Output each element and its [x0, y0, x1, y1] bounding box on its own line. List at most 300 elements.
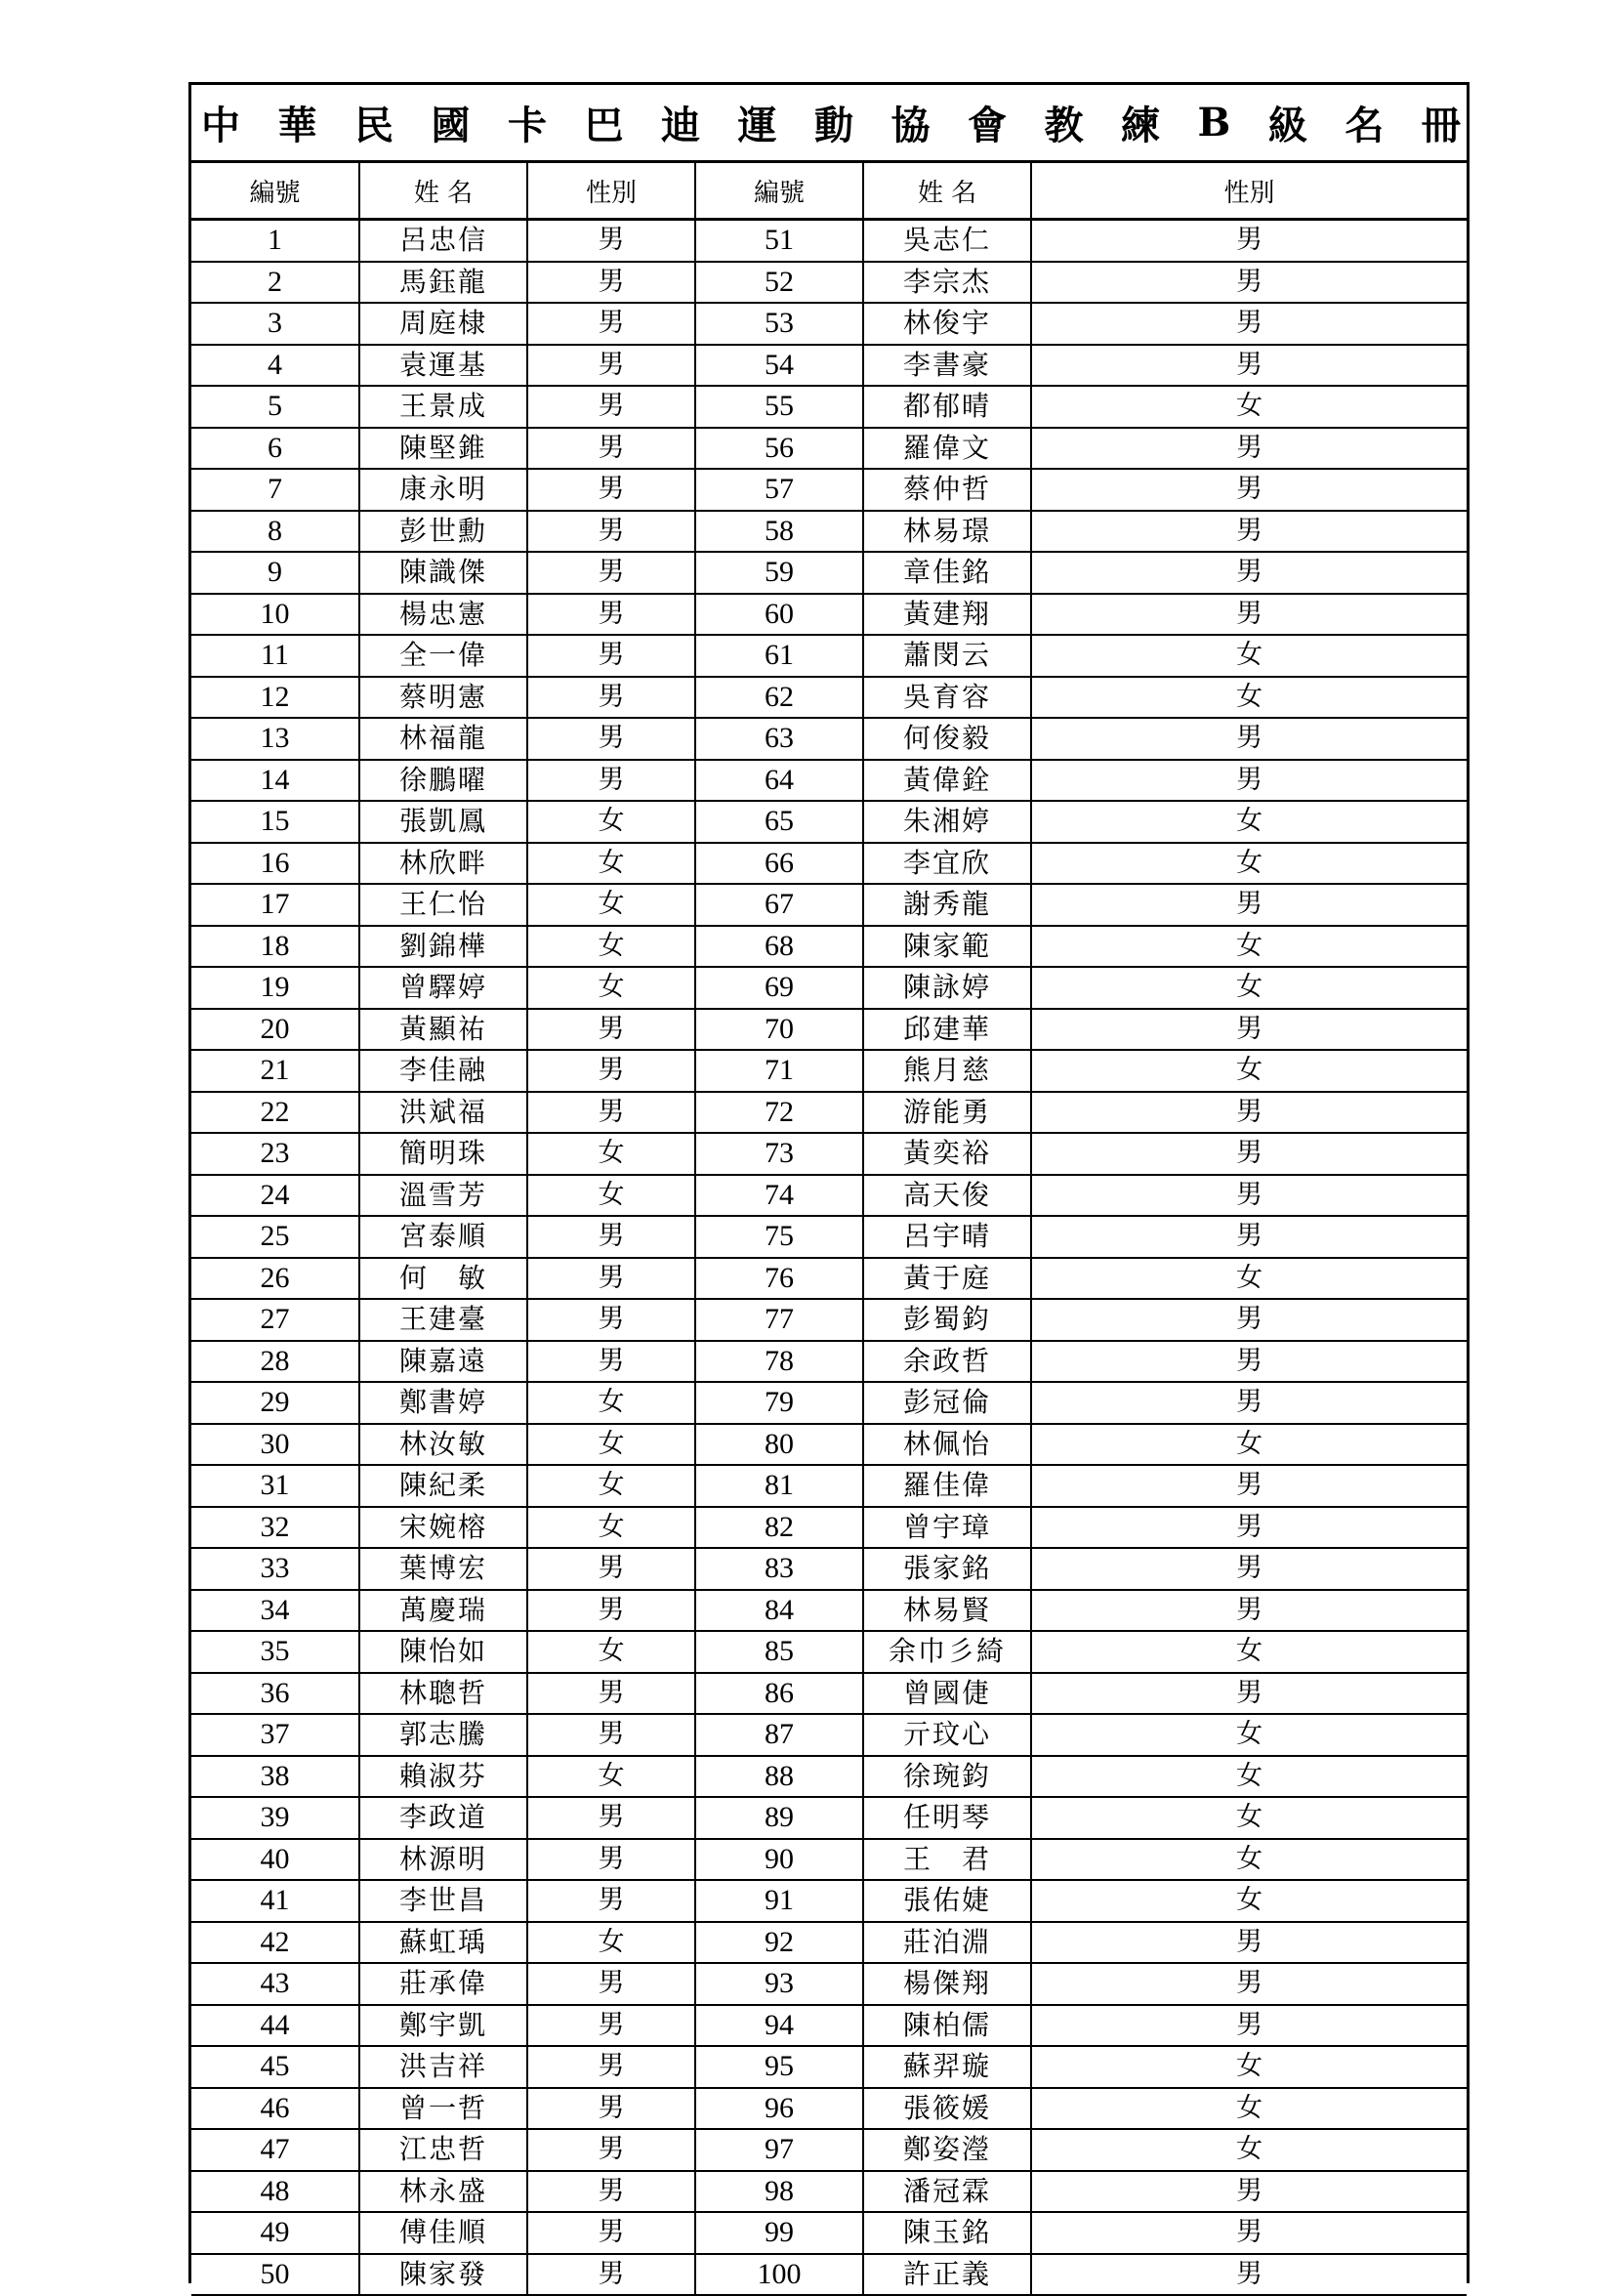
- number-cell: 35: [191, 1631, 359, 1673]
- number-cell: 26: [191, 1258, 359, 1300]
- table-row: [191, 1216, 1467, 1258]
- number-cell: 48: [191, 2171, 359, 2213]
- name-cell: 熊月慈: [863, 1050, 1031, 1092]
- name-cell: 楊傑翔: [863, 1963, 1031, 2005]
- name-cell: 陳嘉遠: [359, 1341, 527, 1383]
- gender-cell: 男: [527, 1880, 695, 1922]
- gender-cell: 男: [1031, 220, 1467, 262]
- gender-cell: 男: [1031, 2254, 1467, 2296]
- name-cell: 周庭棣: [359, 303, 527, 345]
- name-cell: 謝秀龍: [863, 884, 1031, 926]
- number-cell: 43: [191, 1963, 359, 2005]
- gender-cell: 女: [1031, 635, 1467, 677]
- gender-cell: 男: [527, 2129, 695, 2171]
- table-row: [191, 1714, 1467, 1756]
- number-cell: 71: [695, 1050, 863, 1092]
- name-cell: 羅佳偉: [863, 1465, 1031, 1507]
- table-row: [191, 1797, 1467, 1839]
- number-cell: 13: [191, 718, 359, 760]
- gender-cell: 男: [527, 428, 695, 470]
- name-cell: 潘冠霖: [863, 2171, 1031, 2213]
- number-cell: 98: [695, 2171, 863, 2213]
- number-cell: 38: [191, 1756, 359, 1798]
- header-number-left: 編號: [191, 163, 359, 220]
- name-cell: 陳識傑: [359, 552, 527, 594]
- number-cell: 72: [695, 1092, 863, 1134]
- name-cell: 洪斌福: [359, 1092, 527, 1134]
- gender-cell: 女: [527, 1465, 695, 1507]
- roster-body: [191, 220, 1467, 2296]
- gender-cell: 女: [1031, 2129, 1467, 2171]
- name-cell: 李佳融: [359, 1050, 527, 1092]
- gender-cell: 男: [527, 386, 695, 428]
- number-cell: 7: [191, 469, 359, 511]
- title-char: 名: [1345, 103, 1385, 148]
- title-char: 中: [201, 103, 240, 148]
- gender-cell: 男: [527, 2171, 695, 2213]
- number-cell: 89: [695, 1797, 863, 1839]
- table-row: [191, 1050, 1467, 1092]
- number-cell: 100: [695, 2254, 863, 2296]
- table-row: [191, 1465, 1467, 1507]
- name-cell: 李宗杰: [863, 262, 1031, 304]
- table-row: [191, 2005, 1467, 2047]
- number-cell: 63: [695, 718, 863, 760]
- gender-cell: 女: [1031, 1839, 1467, 1881]
- number-cell: 67: [695, 884, 863, 926]
- name-cell: 傅佳順: [359, 2212, 527, 2254]
- name-cell: 黃奕裕: [863, 1133, 1031, 1175]
- name-cell: 曾驛婷: [359, 967, 527, 1009]
- number-cell: 93: [695, 1963, 863, 2005]
- table-row: [191, 2129, 1467, 2171]
- number-cell: 76: [695, 1258, 863, 1300]
- name-cell: 宋婉榕: [359, 1507, 527, 1549]
- header-name-right: 姓 名: [863, 163, 1031, 220]
- gender-cell: 男: [527, 718, 695, 760]
- number-cell: 58: [695, 511, 863, 553]
- name-cell: 吳育容: [863, 677, 1031, 719]
- name-cell: 林易賢: [863, 1590, 1031, 1632]
- table-row: [191, 760, 1467, 802]
- gender-cell: 女: [527, 1382, 695, 1424]
- name-cell: 亓玟心: [863, 1714, 1031, 1756]
- name-cell: 徐鵬曜: [359, 760, 527, 802]
- gender-cell: 男: [1031, 718, 1467, 760]
- gender-cell: 男: [527, 1299, 695, 1341]
- gender-cell: 男: [527, 303, 695, 345]
- table-row: [191, 926, 1467, 968]
- gender-cell: 男: [1031, 594, 1467, 636]
- gender-cell: 男: [527, 1341, 695, 1383]
- name-cell: 彭冠倫: [863, 1382, 1031, 1424]
- name-cell: 袁運基: [359, 345, 527, 387]
- table-row: [191, 1382, 1467, 1424]
- table-row: [191, 635, 1467, 677]
- title-char: 運: [737, 103, 777, 148]
- name-cell: 林汝敏: [359, 1424, 527, 1466]
- name-cell: 曾宇璋: [863, 1507, 1031, 1549]
- table-row: [191, 677, 1467, 719]
- gender-cell: 男: [1031, 428, 1467, 470]
- gender-cell: 女: [527, 1133, 695, 1175]
- number-cell: 1: [191, 220, 359, 262]
- name-cell: 陳紀柔: [359, 1465, 527, 1507]
- name-cell: 林永盛: [359, 2171, 527, 2213]
- gender-cell: 男: [1031, 1382, 1467, 1424]
- table-row: [191, 1922, 1467, 1964]
- title-char: 教: [1044, 103, 1084, 148]
- name-cell: 吳志仁: [863, 220, 1031, 262]
- number-cell: 30: [191, 1424, 359, 1466]
- table-row: [191, 801, 1467, 843]
- name-cell: 余巾彡綺: [863, 1631, 1031, 1673]
- number-cell: 41: [191, 1880, 359, 1922]
- number-cell: 91: [695, 1880, 863, 1922]
- table-row: [191, 1507, 1467, 1549]
- number-cell: 61: [695, 635, 863, 677]
- name-cell: 任明琴: [863, 1797, 1031, 1839]
- table-row: [191, 386, 1467, 428]
- number-cell: 70: [695, 1009, 863, 1051]
- name-cell: 鄭書婷: [359, 1382, 527, 1424]
- name-cell: 黃偉銓: [863, 760, 1031, 802]
- table-row: [191, 843, 1467, 885]
- gender-cell: 男: [527, 469, 695, 511]
- name-cell: 張凱鳳: [359, 801, 527, 843]
- number-cell: 32: [191, 1507, 359, 1549]
- gender-cell: 男: [1031, 1465, 1467, 1507]
- title-char: 華: [277, 103, 317, 148]
- name-cell: 陳家發: [359, 2254, 527, 2296]
- gender-cell: 男: [1031, 1548, 1467, 1590]
- gender-cell: 男: [1031, 552, 1467, 594]
- name-cell: 彭世勳: [359, 511, 527, 553]
- name-cell: 朱湘婷: [863, 801, 1031, 843]
- gender-cell: 男: [527, 1839, 695, 1881]
- gender-cell: 男: [527, 262, 695, 304]
- table-row: [191, 718, 1467, 760]
- gender-cell: 女: [1031, 2088, 1467, 2130]
- title-char: 迪: [661, 103, 700, 148]
- table-row: [191, 884, 1467, 926]
- gender-cell: 男: [1031, 1963, 1467, 2005]
- header-gender-right: 性別: [1031, 163, 1467, 220]
- gender-cell: 男: [1031, 1590, 1467, 1632]
- name-cell: 游能勇: [863, 1092, 1031, 1134]
- document-title: [191, 85, 1467, 163]
- name-cell: 陳怡如: [359, 1631, 527, 1673]
- name-cell: 羅偉文: [863, 428, 1031, 470]
- name-cell: 劉錦樺: [359, 926, 527, 968]
- name-cell: 林聰哲: [359, 1673, 527, 1715]
- number-cell: 28: [191, 1341, 359, 1383]
- number-cell: 24: [191, 1175, 359, 1217]
- number-cell: 82: [695, 1507, 863, 1549]
- gender-cell: 男: [1031, 345, 1467, 387]
- gender-cell: 男: [527, 1092, 695, 1134]
- gender-cell: 女: [527, 1175, 695, 1217]
- title-char: B: [1197, 100, 1231, 146]
- name-cell: 黃建翔: [863, 594, 1031, 636]
- number-cell: 80: [695, 1424, 863, 1466]
- name-cell: 鄭姿瀅: [863, 2129, 1031, 2171]
- name-cell: 徐琬鈞: [863, 1756, 1031, 1798]
- header-gender-left: 性別: [527, 163, 695, 220]
- number-cell: 31: [191, 1465, 359, 1507]
- name-cell: 蘇虹瑀: [359, 1922, 527, 1964]
- table-row: [191, 1839, 1467, 1881]
- gender-cell: 女: [1031, 1050, 1467, 1092]
- title-char: 卡: [508, 103, 547, 148]
- number-cell: 36: [191, 1673, 359, 1715]
- number-cell: 69: [695, 967, 863, 1009]
- table-row: [191, 1341, 1467, 1383]
- gender-cell: 男: [527, 2212, 695, 2254]
- name-cell: 陳家範: [863, 926, 1031, 968]
- name-cell: 李書豪: [863, 345, 1031, 387]
- name-cell: 鄭宇凱: [359, 2005, 527, 2047]
- table-row: [191, 1590, 1467, 1632]
- name-cell: 余政哲: [863, 1341, 1031, 1383]
- gender-cell: 女: [1031, 843, 1467, 885]
- number-cell: 49: [191, 2212, 359, 2254]
- table-row: [191, 1092, 1467, 1134]
- title-char: 協: [890, 103, 931, 148]
- number-cell: 9: [191, 552, 359, 594]
- number-cell: 54: [695, 345, 863, 387]
- table-row: [191, 345, 1467, 387]
- name-cell: 莊泊淵: [863, 1922, 1031, 1964]
- number-cell: 12: [191, 677, 359, 719]
- name-cell: 黃于庭: [863, 1258, 1031, 1300]
- number-cell: 22: [191, 1092, 359, 1134]
- gender-cell: 女: [527, 843, 695, 885]
- gender-cell: 男: [527, 1714, 695, 1756]
- number-cell: 52: [695, 262, 863, 304]
- title-char: 級: [1267, 103, 1307, 148]
- number-cell: 94: [695, 2005, 863, 2047]
- name-cell: 林欣畔: [359, 843, 527, 885]
- number-cell: 42: [191, 1922, 359, 1964]
- table-row: [191, 2254, 1467, 2296]
- table-row: [191, 1756, 1467, 1798]
- number-cell: 56: [695, 428, 863, 470]
- header-row: [191, 163, 1467, 220]
- table-row: [191, 1673, 1467, 1715]
- table-row: [191, 594, 1467, 636]
- number-cell: 62: [695, 677, 863, 719]
- number-cell: 6: [191, 428, 359, 470]
- name-cell: 何 敏: [359, 1258, 527, 1300]
- table-row: [191, 1299, 1467, 1341]
- number-cell: 86: [695, 1673, 863, 1715]
- table-row: [191, 2046, 1467, 2088]
- number-cell: 55: [695, 386, 863, 428]
- number-cell: 81: [695, 1465, 863, 1507]
- number-cell: 77: [695, 1299, 863, 1341]
- name-cell: 王仁怡: [359, 884, 527, 926]
- gender-cell: 男: [1031, 1175, 1467, 1217]
- number-cell: 44: [191, 2005, 359, 2047]
- table-row: [191, 1133, 1467, 1175]
- gender-cell: 男: [1031, 469, 1467, 511]
- gender-cell: 女: [1031, 926, 1467, 968]
- table-row: [191, 2088, 1467, 2130]
- number-cell: 17: [191, 884, 359, 926]
- number-cell: 19: [191, 967, 359, 1009]
- name-cell: 陳玉銘: [863, 2212, 1031, 2254]
- title-char: 民: [354, 103, 393, 148]
- name-cell: 葉博宏: [359, 1548, 527, 1590]
- table-row: [191, 2171, 1467, 2213]
- gender-cell: 男: [527, 1673, 695, 1715]
- gender-cell: 女: [1031, 801, 1467, 843]
- name-cell: 陳堅錐: [359, 428, 527, 470]
- gender-cell: 女: [527, 801, 695, 843]
- gender-cell: 女: [1031, 1258, 1467, 1300]
- number-cell: 5: [191, 386, 359, 428]
- gender-cell: 女: [1031, 1631, 1467, 1673]
- gender-cell: 男: [1031, 1341, 1467, 1383]
- gender-cell: 女: [1031, 967, 1467, 1009]
- gender-cell: 男: [527, 760, 695, 802]
- table-row: [191, 1424, 1467, 1466]
- number-cell: 33: [191, 1548, 359, 1590]
- name-cell: 張佑婕: [863, 1880, 1031, 1922]
- name-cell: 曾國倢: [863, 1673, 1031, 1715]
- number-cell: 57: [695, 469, 863, 511]
- number-cell: 59: [695, 552, 863, 594]
- name-cell: 蘇羿璇: [863, 2046, 1031, 2088]
- table-row: [191, 511, 1467, 553]
- name-cell: 張家銘: [863, 1548, 1031, 1590]
- name-cell: 林佩怡: [863, 1424, 1031, 1466]
- name-cell: 呂忠信: [359, 220, 527, 262]
- name-cell: 邱建華: [863, 1009, 1031, 1051]
- number-cell: 18: [191, 926, 359, 968]
- name-cell: 林福龍: [359, 718, 527, 760]
- number-cell: 66: [695, 843, 863, 885]
- gender-cell: 男: [527, 345, 695, 387]
- number-cell: 39: [191, 1797, 359, 1839]
- number-cell: 68: [695, 926, 863, 968]
- table-row: [191, 469, 1467, 511]
- number-cell: 25: [191, 1216, 359, 1258]
- table-row: [191, 552, 1467, 594]
- number-cell: 96: [695, 2088, 863, 2130]
- name-cell: 楊忠憲: [359, 594, 527, 636]
- gender-cell: 男: [1031, 2171, 1467, 2213]
- gender-cell: 男: [527, 1009, 695, 1051]
- number-cell: 21: [191, 1050, 359, 1092]
- name-cell: 林俊宇: [863, 303, 1031, 345]
- gender-cell: 男: [527, 594, 695, 636]
- number-cell: 83: [695, 1548, 863, 1590]
- name-cell: 都郁晴: [863, 386, 1031, 428]
- table-row: [191, 1963, 1467, 2005]
- number-cell: 90: [695, 1839, 863, 1881]
- table-row: [191, 967, 1467, 1009]
- table-row: [191, 1631, 1467, 1673]
- name-cell: 全一偉: [359, 635, 527, 677]
- gender-cell: 男: [527, 1258, 695, 1300]
- number-cell: 84: [695, 1590, 863, 1632]
- number-cell: 2: [191, 262, 359, 304]
- name-cell: 洪吉祥: [359, 2046, 527, 2088]
- gender-cell: 女: [527, 967, 695, 1009]
- number-cell: 8: [191, 511, 359, 553]
- number-cell: 47: [191, 2129, 359, 2171]
- table-row: [191, 1880, 1467, 1922]
- gender-cell: 女: [1031, 1797, 1467, 1839]
- number-cell: 11: [191, 635, 359, 677]
- name-cell: 康永明: [359, 469, 527, 511]
- gender-cell: 男: [1031, 1009, 1467, 1051]
- gender-cell: 女: [1031, 2046, 1467, 2088]
- gender-cell: 男: [527, 1548, 695, 1590]
- name-cell: 宮泰順: [359, 1216, 527, 1258]
- number-cell: 64: [695, 760, 863, 802]
- gender-cell: 女: [527, 1631, 695, 1673]
- name-cell: 章佳銘: [863, 552, 1031, 594]
- table-row: [191, 1258, 1467, 1300]
- name-cell: 蕭閔云: [863, 635, 1031, 677]
- number-cell: 92: [695, 1922, 863, 1964]
- roster-table: [191, 163, 1467, 2296]
- gender-cell: 男: [1031, 511, 1467, 553]
- name-cell: 林易璟: [863, 511, 1031, 553]
- gender-cell: 女: [527, 1507, 695, 1549]
- table-row: [191, 1548, 1467, 1590]
- gender-cell: 男: [527, 1797, 695, 1839]
- gender-cell: 男: [527, 2088, 695, 2130]
- gender-cell: 男: [1031, 1922, 1467, 1964]
- gender-cell: 男: [527, 511, 695, 553]
- number-cell: 29: [191, 1382, 359, 1424]
- gender-cell: 男: [527, 677, 695, 719]
- gender-cell: 女: [1031, 1756, 1467, 1798]
- gender-cell: 女: [1031, 1424, 1467, 1466]
- number-cell: 15: [191, 801, 359, 843]
- name-cell: 何俊毅: [863, 718, 1031, 760]
- title-char: 巴: [584, 103, 624, 148]
- table-row: [191, 303, 1467, 345]
- name-cell: 萬慶瑞: [359, 1590, 527, 1632]
- gender-cell: 男: [1031, 303, 1467, 345]
- name-cell: 李世昌: [359, 1880, 527, 1922]
- number-cell: 34: [191, 1590, 359, 1632]
- name-cell: 林源明: [359, 1839, 527, 1881]
- name-cell: 馬鈺龍: [359, 262, 527, 304]
- name-cell: 郭志騰: [359, 1714, 527, 1756]
- gender-cell: 男: [527, 1050, 695, 1092]
- gender-cell: 女: [527, 1424, 695, 1466]
- name-cell: 簡明珠: [359, 1133, 527, 1175]
- gender-cell: 男: [527, 2005, 695, 2047]
- header-name-left: 姓 名: [359, 163, 527, 220]
- number-cell: 60: [695, 594, 863, 636]
- name-cell: 王 君: [863, 1839, 1031, 1881]
- name-cell: 高天俊: [863, 1175, 1031, 1217]
- number-cell: 27: [191, 1299, 359, 1341]
- gender-cell: 女: [1031, 1714, 1467, 1756]
- table-row: [191, 1009, 1467, 1051]
- name-cell: 莊承偉: [359, 1963, 527, 2005]
- gender-cell: 女: [527, 926, 695, 968]
- gender-cell: 男: [1031, 2212, 1467, 2254]
- number-cell: 73: [695, 1133, 863, 1175]
